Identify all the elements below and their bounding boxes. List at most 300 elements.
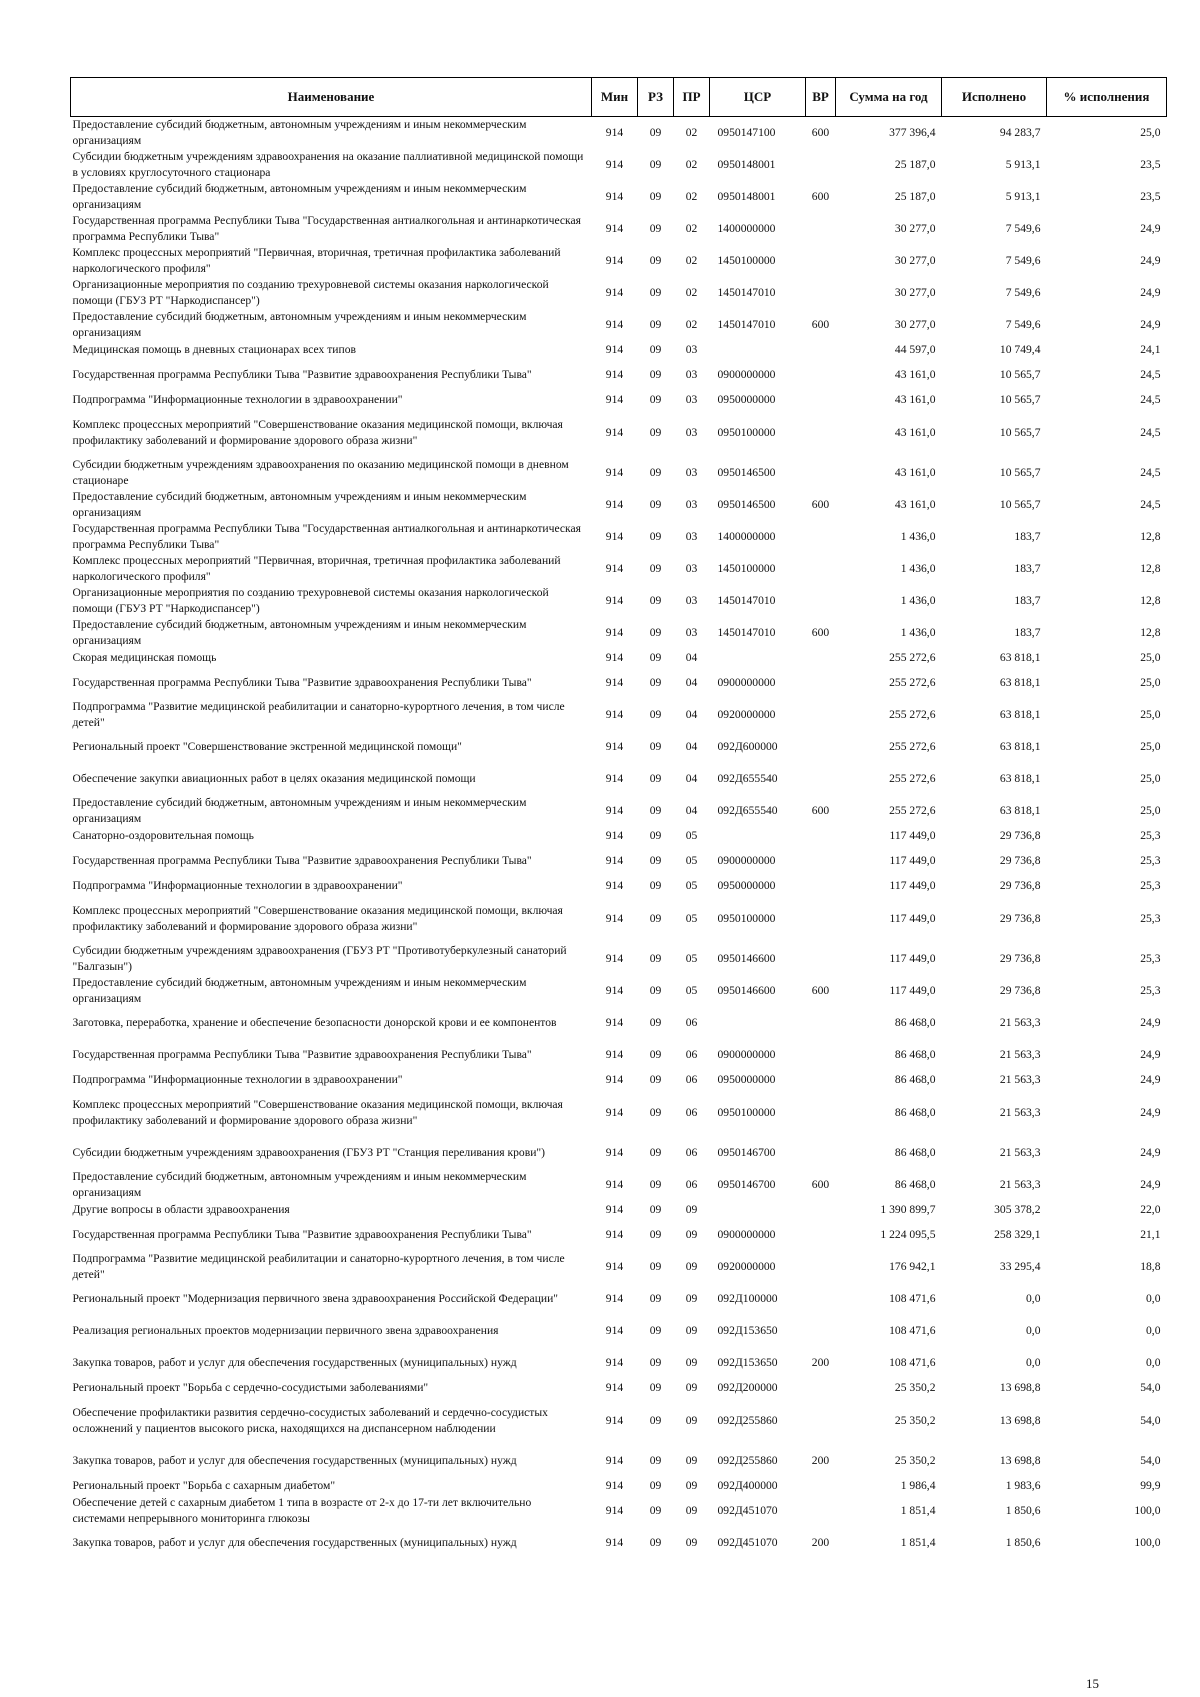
cell-done: 29 736,8 bbox=[999, 878, 1041, 892]
table-row bbox=[71, 649, 1167, 667]
cell-csr: 092Д200000 bbox=[717, 1380, 778, 1394]
cell-name: Региональный проект "Модернизация первичного звена здравоохранения Российской Федерации" bbox=[72, 1291, 559, 1305]
cell-done: 21 563,3 bbox=[999, 1105, 1041, 1119]
cell-rz: 09 bbox=[649, 317, 662, 331]
cell-min: 914 bbox=[605, 1503, 624, 1517]
cell-min: 914 bbox=[605, 1177, 624, 1191]
cell-pct: 24,5 bbox=[1140, 497, 1161, 511]
cell-done: 63 818,1 bbox=[999, 803, 1041, 817]
cell-csr: 1400000000 bbox=[717, 221, 776, 235]
cell-done: 5 913,1 bbox=[1005, 189, 1041, 203]
cell-min: 914 bbox=[605, 465, 624, 479]
cell-rz: 09 bbox=[649, 189, 662, 203]
cell-name: Медицинская помощь в дневных стационарах всех типов bbox=[72, 342, 356, 356]
cell-done: 7 549,6 bbox=[1005, 317, 1041, 331]
cell-csr: 0950146500 bbox=[717, 465, 776, 479]
cell-min: 914 bbox=[605, 425, 624, 439]
cell-pr: 09 bbox=[685, 1478, 698, 1492]
cell-pr: 06 bbox=[685, 1105, 698, 1119]
cell-rz: 09 bbox=[649, 911, 662, 925]
cell-rz: 09 bbox=[649, 707, 662, 721]
cell-csr: 1400000000 bbox=[717, 529, 776, 543]
cell-sum: 255 272,6 bbox=[889, 771, 936, 785]
cell-pct: 54,0 bbox=[1140, 1453, 1161, 1467]
cell-vr bbox=[806, 1495, 836, 1527]
table-row bbox=[71, 667, 1167, 699]
cell-csr: 0950148001 bbox=[717, 157, 776, 171]
cell-done: 29 736,8 bbox=[999, 911, 1041, 925]
cell-min: 914 bbox=[605, 1453, 624, 1467]
cell-name: Государственная программа Республики Тыва "Развитие здравоохранения Республики Тыва" bbox=[72, 853, 532, 867]
cell-done: 33 295,4 bbox=[999, 1259, 1041, 1273]
cell-csr: 0920000000 bbox=[717, 1259, 776, 1273]
cell-pct: 0,0 bbox=[1146, 1355, 1161, 1369]
cell-done: 183,7 bbox=[1014, 593, 1041, 607]
cell-vr bbox=[806, 1007, 836, 1039]
table-row bbox=[71, 1169, 1167, 1201]
cell-csr bbox=[710, 341, 806, 359]
cell-pct: 0,0 bbox=[1146, 1323, 1161, 1337]
cell-pct: 22,0 bbox=[1140, 1202, 1161, 1216]
cell-csr: 0950100000 bbox=[717, 1105, 776, 1119]
cell-done: 258 329,1 bbox=[994, 1227, 1041, 1241]
cell-pr: 02 bbox=[685, 189, 698, 203]
cell-csr: 0950000000 bbox=[717, 392, 776, 406]
cell-rz: 09 bbox=[649, 126, 662, 139]
cell-vr bbox=[806, 1089, 836, 1137]
cell-name: Подпрограмма "Информационные технологии в здравоохранении" bbox=[72, 878, 403, 892]
cell-vr: 200 bbox=[811, 1355, 830, 1369]
cell-rz: 09 bbox=[649, 828, 662, 842]
table-row bbox=[71, 341, 1167, 359]
cell-vr bbox=[806, 845, 836, 877]
cell-pct: 24,5 bbox=[1140, 465, 1161, 479]
cell-rz: 09 bbox=[649, 529, 662, 543]
cell-pct: 25,0 bbox=[1140, 739, 1161, 753]
cell-rz: 09 bbox=[649, 1478, 662, 1492]
cell-pct: 24,5 bbox=[1140, 425, 1161, 439]
cell-rz: 09 bbox=[649, 853, 662, 867]
cell-rz: 09 bbox=[649, 983, 662, 997]
cell-done: 0,0 bbox=[1026, 1291, 1041, 1305]
cell-pct: 18,8 bbox=[1140, 1259, 1161, 1273]
cell-csr bbox=[710, 649, 806, 667]
cell-min: 914 bbox=[605, 1291, 624, 1305]
table-row bbox=[71, 521, 1167, 553]
cell-min: 914 bbox=[605, 342, 624, 356]
cell-pct: 24,9 bbox=[1140, 1072, 1161, 1086]
cell-rz: 09 bbox=[649, 1145, 662, 1159]
cell-name: Комплекс процессных мероприятий "Первичная, вторичная, третичная профилактика заболеваний наркологического профиля" bbox=[72, 554, 561, 583]
cell-vr bbox=[806, 1219, 836, 1251]
cell-vr bbox=[806, 1477, 836, 1495]
cell-csr: 0950146700 bbox=[717, 1145, 776, 1159]
cell-vr bbox=[806, 1251, 836, 1283]
cell-done: 29 736,8 bbox=[999, 853, 1041, 867]
cell-sum: 1 436,0 bbox=[900, 561, 936, 575]
cell-pct: 25,0 bbox=[1140, 126, 1161, 139]
cell-sum: 255 272,6 bbox=[889, 803, 936, 817]
cell-sum: 1 986,4 bbox=[900, 1478, 936, 1492]
table-row bbox=[71, 309, 1167, 341]
table-row bbox=[71, 117, 1167, 149]
cell-pct: 24,9 bbox=[1140, 1177, 1161, 1191]
cell-sum: 117 449,0 bbox=[889, 911, 936, 925]
cell-vr bbox=[806, 213, 836, 245]
cell-done: 7 549,6 bbox=[1005, 253, 1041, 267]
cell-sum: 108 471,6 bbox=[889, 1355, 936, 1369]
cell-done: 10 565,7 bbox=[999, 367, 1041, 381]
cell-name: Реализация региональных проектов модернизации первичного звена здравоохранения bbox=[72, 1323, 499, 1337]
cell-min: 914 bbox=[605, 189, 624, 203]
cell-vr bbox=[806, 649, 836, 667]
cell-name: Предоставление субсидий бюджетным, автономным учреждениям и иным некоммерческим организациям bbox=[72, 796, 527, 825]
cell-csr bbox=[710, 1201, 806, 1219]
cell-done: 183,7 bbox=[1014, 625, 1041, 639]
cell-vr bbox=[806, 943, 836, 975]
table-row bbox=[71, 1089, 1167, 1137]
cell-min: 914 bbox=[605, 1355, 624, 1369]
cell-pr: 02 bbox=[685, 221, 698, 235]
cell-sum: 43 161,0 bbox=[894, 497, 936, 511]
cell-min: 914 bbox=[605, 221, 624, 235]
cell-min: 914 bbox=[605, 853, 624, 867]
cell-csr: 0900000000 bbox=[717, 675, 776, 689]
cell-rz: 09 bbox=[649, 1503, 662, 1517]
cell-pct: 24,9 bbox=[1140, 1047, 1161, 1061]
table-row bbox=[71, 1071, 1167, 1089]
cell-vr: 600 bbox=[811, 1177, 830, 1191]
cell-csr: 1450147010 bbox=[717, 285, 776, 299]
cell-pct: 24,9 bbox=[1140, 285, 1161, 299]
table-row bbox=[71, 763, 1167, 795]
cell-rz: 09 bbox=[649, 771, 662, 785]
cell-pct: 100,0 bbox=[1134, 1503, 1161, 1517]
cell-rz: 09 bbox=[649, 1072, 662, 1086]
cell-name: Обеспечение профилактики развития сердечно-сосудистых заболеваний и сердечно-сосудистых осложнений у пациентов высокого риска, находящихся на диспансерном наблюдении bbox=[72, 1406, 548, 1435]
cell-sum: 25 187,0 bbox=[894, 157, 936, 171]
cell-done: 1 983,6 bbox=[1005, 1478, 1041, 1492]
cell-pct: 54,0 bbox=[1140, 1380, 1161, 1394]
cell-name: Субсидии бюджетным учреждениям здравоохранения (ГБУЗ РТ "Противотуберкулезный санаторий "Балгазын") bbox=[72, 944, 567, 973]
cell-pr: 06 bbox=[685, 1177, 698, 1191]
cell-vr bbox=[806, 149, 836, 181]
budget-table bbox=[70, 77, 1167, 1559]
cell-min: 914 bbox=[605, 1202, 624, 1216]
cell-pct: 25,3 bbox=[1140, 878, 1161, 892]
cell-vr: 200 bbox=[811, 1535, 830, 1549]
cell-pr: 09 bbox=[685, 1413, 698, 1427]
cell-rz: 09 bbox=[649, 561, 662, 575]
cell-name: Скорая медицинская помощь bbox=[72, 650, 217, 664]
cell-csr: 092Д451070 bbox=[717, 1503, 778, 1517]
cell-sum: 25 187,0 bbox=[894, 189, 936, 203]
cell-rz: 09 bbox=[649, 497, 662, 511]
cell-pr: 06 bbox=[685, 1072, 698, 1086]
cell-name: Субсидии бюджетным учреждениям здравоохранения (ГБУЗ РТ "Станция переливания крови") bbox=[72, 1145, 546, 1159]
cell-name: Предоставление субсидий бюджетным, автономным учреждениям и иным некоммерческим организациям bbox=[72, 1170, 527, 1199]
cell-min: 914 bbox=[605, 1227, 624, 1241]
cell-csr bbox=[710, 1007, 806, 1039]
cell-csr: 092Д153650 bbox=[717, 1323, 778, 1337]
cell-sum: 30 277,0 bbox=[894, 253, 936, 267]
cell-pr: 02 bbox=[685, 126, 698, 139]
cell-rz: 09 bbox=[649, 1259, 662, 1273]
table-row bbox=[71, 489, 1167, 521]
table-row bbox=[71, 1283, 1167, 1315]
cell-vr bbox=[806, 1201, 836, 1219]
cell-name: Государственная программа Республики Тыва "Государственная антиалкогольная и антинаркотическая программа Республики Тыва" bbox=[72, 522, 581, 551]
table-row bbox=[71, 877, 1167, 895]
cell-pr: 02 bbox=[685, 253, 698, 267]
cell-name: Государственная программа Республики Тыва "Развитие здравоохранения Республики Тыва" bbox=[72, 675, 532, 689]
cell-pct: 24,9 bbox=[1140, 1145, 1161, 1159]
cell-pct: 23,5 bbox=[1140, 157, 1161, 171]
cell-done: 7 549,6 bbox=[1005, 285, 1041, 299]
table-row bbox=[71, 149, 1167, 181]
cell-csr: 092Д451070 bbox=[717, 1535, 778, 1549]
cell-pct: 21,1 bbox=[1140, 1227, 1161, 1241]
cell-vr: 600 bbox=[811, 497, 830, 511]
cell-vr bbox=[806, 877, 836, 895]
cell-pct: 24,5 bbox=[1140, 367, 1161, 381]
cell-done: 1 850,6 bbox=[1005, 1503, 1041, 1517]
cell-done: 10 565,7 bbox=[999, 425, 1041, 439]
cell-csr: 1450100000 bbox=[717, 253, 776, 267]
cell-sum: 1 436,0 bbox=[900, 529, 936, 543]
cell-rz: 09 bbox=[649, 285, 662, 299]
cell-done: 21 563,3 bbox=[999, 1015, 1041, 1029]
cell-csr: 0950146500 bbox=[717, 497, 776, 511]
cell-pr: 05 bbox=[685, 911, 698, 925]
table-row bbox=[71, 895, 1167, 943]
cell-pr: 02 bbox=[685, 317, 698, 331]
cell-sum: 86 468,0 bbox=[894, 1047, 936, 1061]
cell-done: 183,7 bbox=[1014, 561, 1041, 575]
cell-csr: 0900000000 bbox=[717, 853, 776, 867]
cell-name: Заготовка, переработка, хранение и обеспечение безопасности донорской крови и ее компонентов bbox=[72, 1015, 557, 1029]
cell-rz: 09 bbox=[649, 367, 662, 381]
cell-done: 0,0 bbox=[1026, 1323, 1041, 1337]
cell-sum: 25 350,2 bbox=[894, 1453, 936, 1467]
cell-min: 914 bbox=[605, 1105, 624, 1119]
cell-csr: 1450100000 bbox=[717, 561, 776, 575]
cell-sum: 86 468,0 bbox=[894, 1177, 936, 1191]
cell-name: Закупка товаров, работ и услуг для обеспечения государственных (муниципальных) нужд bbox=[72, 1453, 517, 1467]
table-row bbox=[71, 245, 1167, 277]
cell-csr: 0950100000 bbox=[717, 911, 776, 925]
table-row bbox=[71, 975, 1167, 1007]
table-row bbox=[71, 585, 1167, 617]
cell-sum: 255 272,6 bbox=[889, 739, 936, 753]
cell-csr: 0950000000 bbox=[717, 1072, 776, 1086]
cell-csr: 092Д100000 bbox=[717, 1291, 778, 1305]
cell-rz: 09 bbox=[649, 625, 662, 639]
cell-name: Региональный проект "Совершенствование экстренной медицинской помощи" bbox=[72, 739, 462, 753]
cell-rz: 09 bbox=[649, 1453, 662, 1467]
cell-pr: 03 bbox=[685, 497, 698, 511]
cell-rz: 09 bbox=[649, 425, 662, 439]
cell-sum: 176 942,1 bbox=[889, 1259, 936, 1273]
header-pct: % исполнения bbox=[1047, 78, 1167, 117]
cell-pr: 03 bbox=[685, 529, 698, 543]
cell-done: 13 698,8 bbox=[999, 1413, 1041, 1427]
table-row bbox=[71, 1347, 1167, 1379]
cell-rz: 09 bbox=[649, 221, 662, 235]
cell-sum: 43 161,0 bbox=[894, 392, 936, 406]
cell-done: 21 563,3 bbox=[999, 1072, 1041, 1086]
cell-rz: 09 bbox=[649, 650, 662, 664]
cell-done: 5 913,1 bbox=[1005, 157, 1041, 171]
cell-sum: 1 436,0 bbox=[900, 593, 936, 607]
cell-min: 914 bbox=[605, 983, 624, 997]
cell-rz: 09 bbox=[649, 342, 662, 356]
cell-done: 29 736,8 bbox=[999, 828, 1041, 842]
cell-min: 914 bbox=[605, 367, 624, 381]
cell-vr bbox=[806, 341, 836, 359]
cell-min: 914 bbox=[605, 878, 624, 892]
cell-done: 305 378,2 bbox=[994, 1202, 1041, 1216]
cell-rz: 09 bbox=[649, 1355, 662, 1369]
table-row bbox=[71, 1219, 1167, 1251]
cell-name: Подпрограмма "Развитие медицинской реабилитации и санаторно-курортного лечения, в том числе детей" bbox=[72, 1252, 565, 1281]
cell-name: Государственная программа Республики Тыва "Развитие здравоохранения Республики Тыва" bbox=[72, 1227, 532, 1241]
cell-pr: 02 bbox=[685, 285, 698, 299]
cell-min: 914 bbox=[605, 951, 624, 965]
table-row bbox=[71, 827, 1167, 845]
cell-vr bbox=[806, 731, 836, 763]
cell-pr: 06 bbox=[685, 1047, 698, 1061]
header-vr: ВР bbox=[806, 78, 836, 117]
cell-rz: 09 bbox=[649, 157, 662, 171]
cell-sum: 43 161,0 bbox=[894, 425, 936, 439]
cell-name: Подпрограмма "Развитие медицинской реабилитации и санаторно-курортного лечения, в том числе детей" bbox=[72, 700, 565, 729]
cell-sum: 117 449,0 bbox=[889, 828, 936, 842]
cell-pct: 24,9 bbox=[1140, 1015, 1161, 1029]
cell-sum: 377 396,4 bbox=[889, 126, 936, 139]
cell-pct: 12,8 bbox=[1140, 529, 1161, 543]
table-row bbox=[71, 1201, 1167, 1219]
cell-vr bbox=[806, 1379, 836, 1397]
table-row bbox=[71, 1495, 1167, 1527]
cell-vr bbox=[806, 895, 836, 943]
cell-vr bbox=[806, 699, 836, 731]
cell-pr: 05 bbox=[685, 853, 698, 867]
cell-csr: 0950000000 bbox=[717, 878, 776, 892]
cell-pr: 06 bbox=[685, 1145, 698, 1159]
cell-done: 183,7 bbox=[1014, 529, 1041, 543]
cell-name: Обеспечение закупки авиационных работ в целях оказания медицинской помощи bbox=[72, 771, 476, 785]
cell-pr: 05 bbox=[685, 951, 698, 965]
cell-pr: 09 bbox=[685, 1227, 698, 1241]
cell-sum: 255 272,6 bbox=[889, 650, 936, 664]
cell-rz: 09 bbox=[649, 1291, 662, 1305]
cell-rz: 09 bbox=[649, 465, 662, 479]
cell-sum: 117 449,0 bbox=[889, 878, 936, 892]
cell-vr: 600 bbox=[811, 317, 830, 331]
cell-rz: 09 bbox=[649, 803, 662, 817]
cell-csr: 0900000000 bbox=[717, 367, 776, 381]
cell-vr bbox=[806, 1137, 836, 1169]
cell-rz: 09 bbox=[649, 951, 662, 965]
table-row bbox=[71, 731, 1167, 763]
cell-vr bbox=[806, 1283, 836, 1315]
cell-min: 914 bbox=[605, 285, 624, 299]
table-row bbox=[71, 617, 1167, 649]
cell-csr: 0950146600 bbox=[717, 951, 776, 965]
cell-min: 914 bbox=[605, 392, 624, 406]
cell-name: Государственная программа Республики Тыва "Развитие здравоохранения Республики Тыва" bbox=[72, 1047, 532, 1061]
cell-pct: 24,9 bbox=[1140, 317, 1161, 331]
cell-pr: 03 bbox=[685, 465, 698, 479]
cell-min: 914 bbox=[605, 529, 624, 543]
cell-pct: 99,9 bbox=[1140, 1478, 1161, 1492]
cell-name: Предоставление субсидий бюджетным, автономным учреждениям и иным некоммерческим организациям bbox=[72, 118, 527, 147]
cell-min: 914 bbox=[605, 771, 624, 785]
cell-pct: 24,9 bbox=[1140, 253, 1161, 267]
cell-rz: 09 bbox=[649, 1202, 662, 1216]
cell-csr: 0950100000 bbox=[717, 425, 776, 439]
cell-pct: 54,0 bbox=[1140, 1413, 1161, 1427]
cell-pr: 09 bbox=[685, 1453, 698, 1467]
cell-vr: 600 bbox=[811, 126, 830, 139]
cell-done: 63 818,1 bbox=[999, 739, 1041, 753]
table-row bbox=[71, 1397, 1167, 1445]
cell-min: 914 bbox=[605, 593, 624, 607]
cell-pr: 09 bbox=[685, 1503, 698, 1517]
cell-rz: 09 bbox=[649, 593, 662, 607]
cell-pr: 03 bbox=[685, 593, 698, 607]
cell-pct: 12,8 bbox=[1140, 561, 1161, 575]
cell-sum: 117 449,0 bbox=[889, 853, 936, 867]
cell-pct: 24,9 bbox=[1140, 1105, 1161, 1119]
cell-min: 914 bbox=[605, 739, 624, 753]
cell-rz: 09 bbox=[649, 253, 662, 267]
cell-vr bbox=[806, 457, 836, 489]
table-row bbox=[71, 1315, 1167, 1347]
table-row bbox=[71, 1137, 1167, 1169]
cell-csr: 092Д255860 bbox=[717, 1453, 778, 1467]
cell-min: 914 bbox=[605, 1145, 624, 1159]
cell-min: 914 bbox=[605, 1015, 624, 1029]
cell-min: 914 bbox=[605, 625, 624, 639]
header-pr: ПР bbox=[674, 78, 710, 117]
cell-rz: 09 bbox=[649, 392, 662, 406]
cell-pr: 03 bbox=[685, 625, 698, 639]
cell-vr bbox=[806, 827, 836, 845]
cell-vr bbox=[806, 585, 836, 617]
cell-name: Закупка товаров, работ и услуг для обеспечения государственных (муниципальных) нужд bbox=[72, 1535, 517, 1549]
cell-done: 10 565,7 bbox=[999, 497, 1041, 511]
cell-min: 914 bbox=[605, 1380, 624, 1394]
cell-done: 63 818,1 bbox=[999, 675, 1041, 689]
table-row bbox=[71, 277, 1167, 309]
cell-pct: 100,0 bbox=[1134, 1535, 1161, 1549]
cell-vr bbox=[806, 1071, 836, 1089]
cell-pr: 04 bbox=[685, 803, 698, 817]
table-row bbox=[71, 181, 1167, 213]
cell-min: 914 bbox=[605, 803, 624, 817]
cell-min: 914 bbox=[605, 1323, 624, 1337]
table-row bbox=[71, 1445, 1167, 1477]
table-body bbox=[71, 117, 1167, 1559]
cell-pct: 25,0 bbox=[1140, 707, 1161, 721]
cell-pct: 25,3 bbox=[1140, 911, 1161, 925]
cell-rz: 09 bbox=[649, 1047, 662, 1061]
cell-csr: 0950146600 bbox=[717, 983, 776, 997]
cell-pct: 25,0 bbox=[1140, 675, 1161, 689]
cell-vr: 600 bbox=[811, 189, 830, 203]
